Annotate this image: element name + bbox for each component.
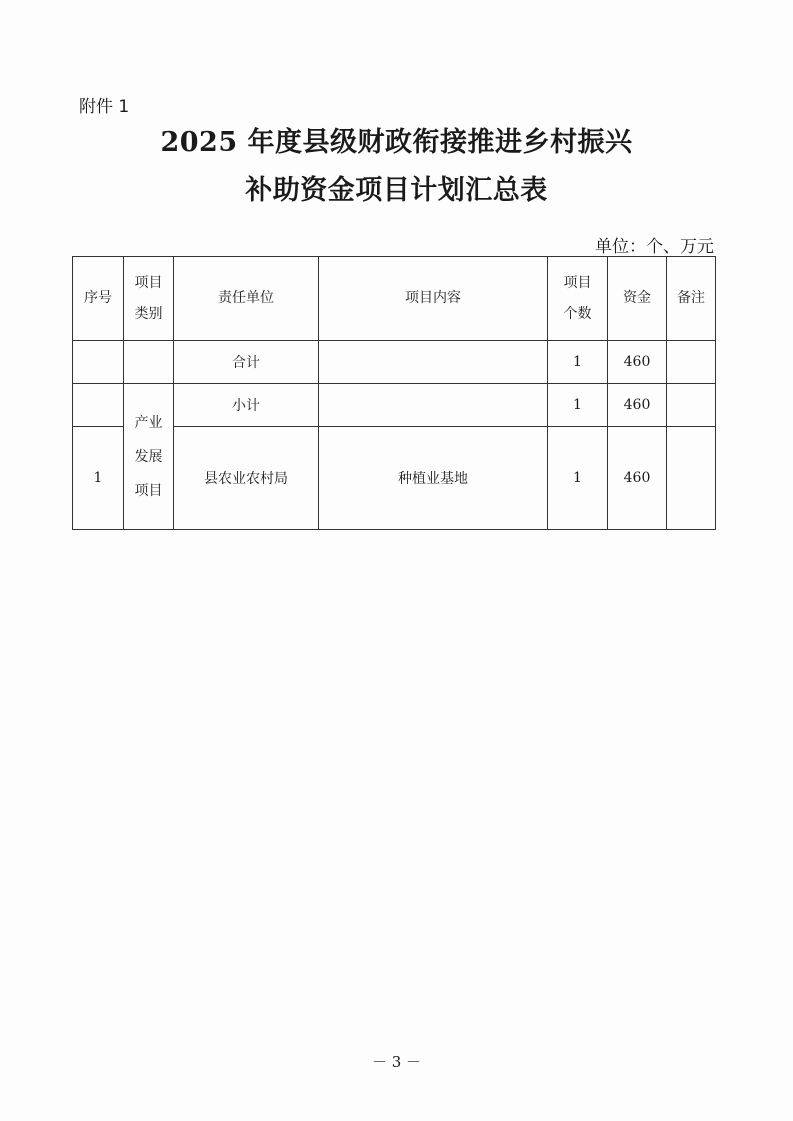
table-row-total	[73, 341, 716, 384]
header-seq: 序号	[73, 257, 124, 341]
header-count-line1: 项目	[563, 274, 592, 291]
total-content-cell	[319, 341, 548, 384]
header-responsible-unit: 责任单位	[174, 257, 319, 341]
subtotal-label: 小计	[174, 384, 319, 427]
category-line3: 项目	[134, 482, 163, 499]
item-responsible-unit: 县农业农村局	[174, 427, 319, 530]
header-project-content: 项目内容	[319, 257, 548, 341]
header-funds: 资金	[608, 257, 667, 341]
subtotal-funds: 460	[608, 384, 667, 427]
subtotal-content-cell	[319, 384, 548, 427]
item-project-content: 种植业基地	[319, 427, 548, 530]
table-header-row	[73, 257, 716, 341]
category-line2: 发展	[134, 448, 163, 465]
header-remarks: 备注	[667, 257, 716, 341]
item-count: 1	[548, 427, 608, 530]
total-count: 1	[548, 341, 608, 384]
item-seq: 1	[73, 427, 124, 530]
subtotal-count: 1	[548, 384, 608, 427]
category-line1: 产业	[134, 414, 163, 431]
header-count-line2: 个数	[563, 305, 592, 322]
header-category-line1: 项目	[134, 274, 163, 291]
total-label: 合计	[174, 341, 319, 384]
item-remarks-cell	[667, 427, 716, 530]
item-funds: 460	[608, 427, 667, 530]
table-row-subtotal	[73, 384, 716, 427]
header-category	[124, 257, 174, 341]
total-funds: 460	[608, 341, 667, 384]
header-project-count	[548, 257, 608, 341]
total-seq-cell	[73, 341, 124, 384]
total-remarks-cell	[667, 341, 716, 384]
subtotal-remarks-cell	[667, 384, 716, 427]
unit-note: 单位：个、万元	[595, 237, 714, 257]
page-number: － 3 －	[371, 1053, 422, 1071]
total-category-cell	[124, 341, 174, 384]
project-summary-table	[72, 256, 716, 530]
subtotal-seq-cell	[73, 384, 124, 427]
header-category-line2: 类别	[134, 305, 163, 322]
document-title-line1: 2025 年度县级财政衔接推进乡村振兴	[160, 127, 633, 158]
document-title-line2: 补助资金项目计划汇总表	[245, 175, 548, 206]
category-cell-industry-development	[124, 384, 174, 530]
attachment-label: 附件 1	[79, 97, 130, 117]
